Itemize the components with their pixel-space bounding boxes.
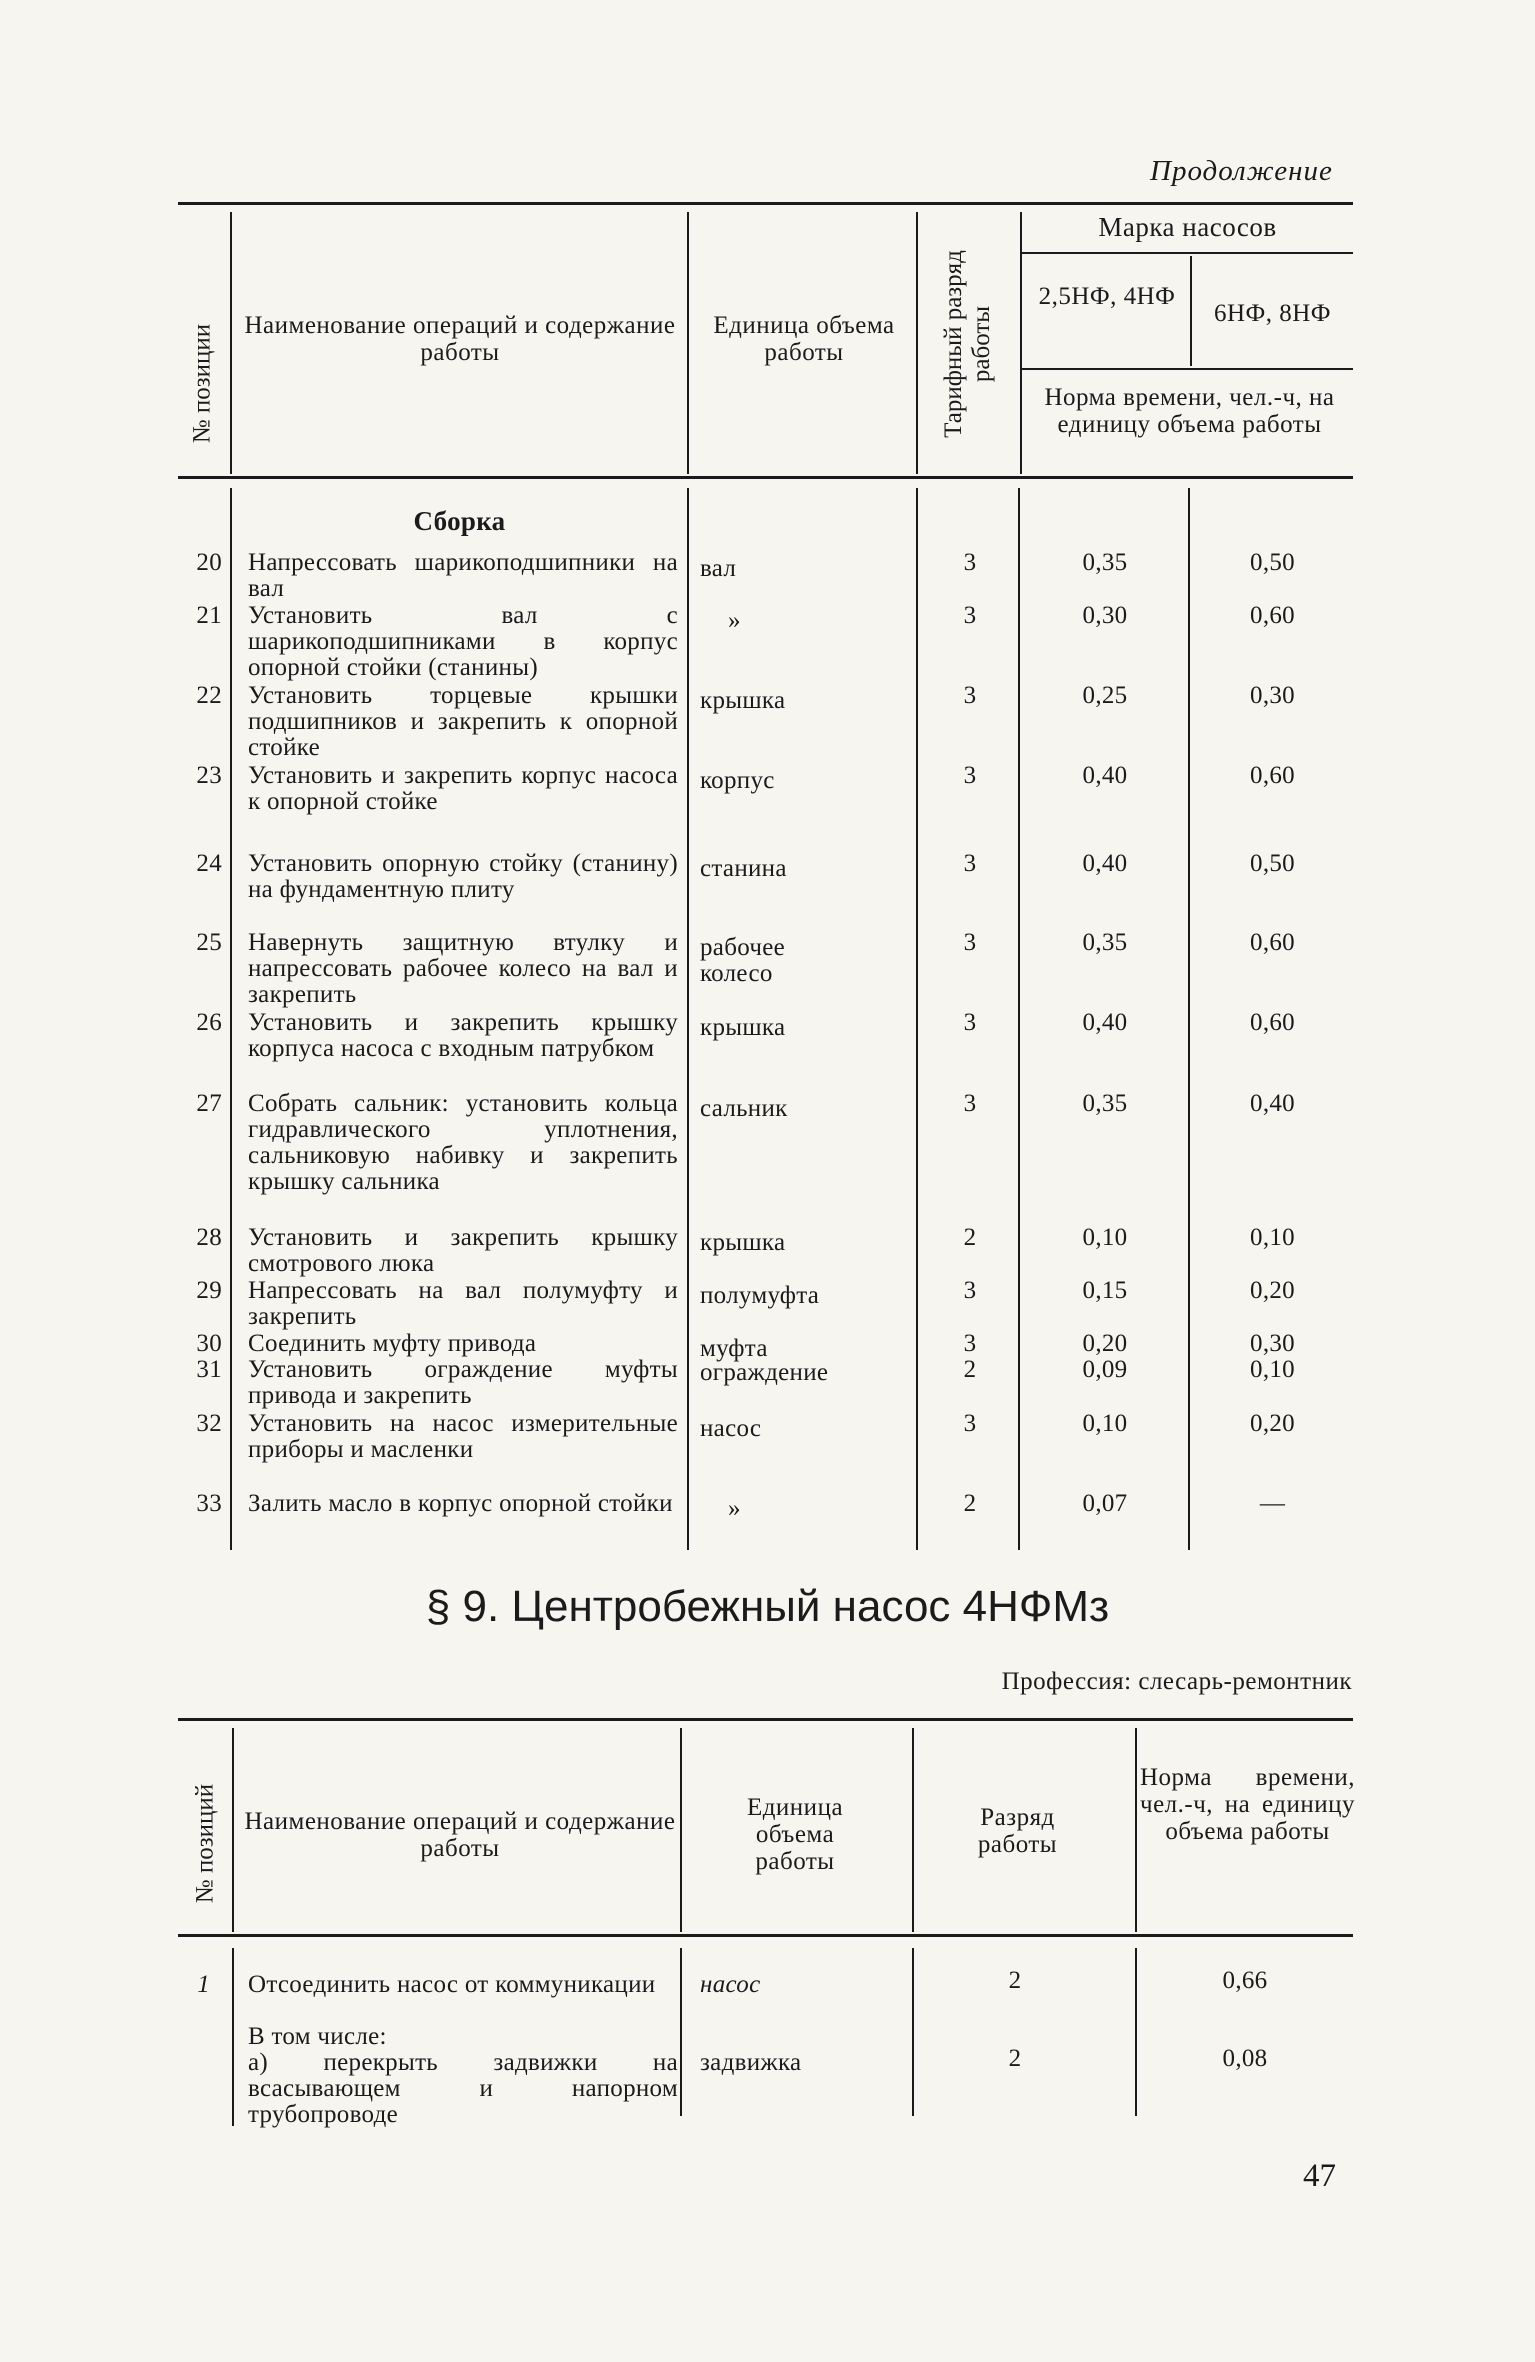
table-1-vrule — [1018, 488, 1020, 1550]
row-norm-b: 0,10 — [1250, 1224, 1295, 1251]
table-1-vrule — [1020, 212, 1022, 474]
header2-pos: № позиций — [191, 1783, 219, 1904]
row-unit: крышка — [700, 687, 786, 714]
row-norm-a: 0,35 — [1082, 929, 1128, 956]
row-norm-a: 0,07 — [1082, 1490, 1128, 1517]
row-norm-b: 0,10 — [1250, 1356, 1295, 1383]
row-name: Установить вал с шарикоподшипниками в корпус опорной стойки (станины) — [248, 602, 678, 681]
row-norm-a: 0,40 — [1082, 762, 1128, 789]
row-grade: 3 — [963, 1277, 977, 1304]
row-norm-b: 0,30 — [1250, 1330, 1295, 1357]
row-number: 30 — [196, 1330, 222, 1357]
row-grade: 2 — [963, 1356, 977, 1383]
row-norm-a: 0,10 — [1082, 1224, 1128, 1251]
row-name: Установить опорную стойку (станину) на фундаментную плиту — [248, 850, 678, 903]
row-name: Напрессовать на вал полумуфту и закрепить — [248, 1277, 678, 1330]
row-norm-b: 0,60 — [1250, 762, 1295, 789]
row-grade: 3 — [963, 850, 977, 877]
table-1-vrule — [916, 488, 918, 1550]
row-name: В том числе: — [248, 2023, 387, 2050]
header-brand-a: 2,5НФ, 4НФ — [1038, 283, 1176, 310]
row-number: 32 — [196, 1410, 222, 1437]
row-grade: 3 — [963, 762, 977, 789]
row-grade: 3 — [963, 1009, 977, 1036]
row-name: Залить масло в корпус опорной стойки — [248, 1490, 673, 1517]
row-norm-a: 0,35 — [1082, 1090, 1128, 1117]
row-norm-b: 0,20 — [1250, 1277, 1295, 1304]
row-unit: корпус — [700, 767, 775, 794]
table-1-vrule — [687, 212, 689, 474]
table-2-vrule — [680, 1948, 682, 2116]
table-1-subheader-rule — [1022, 368, 1353, 370]
row-name: Установить и закрепить корпус насоса к опорной стойке — [248, 762, 678, 815]
row-name: Установить на насос измерительные приборы и масленки — [248, 1410, 678, 1463]
row-norm-b: 0,50 — [1250, 549, 1295, 576]
row-unit: ограждение — [700, 1359, 829, 1386]
row-norm-a: 0,10 — [1082, 1410, 1128, 1437]
header2-unit: Единица объема работы — [746, 1794, 844, 1875]
table-2-vrule — [1135, 1728, 1137, 1932]
row-grade: 3 — [963, 1330, 977, 1357]
row-norm-a: 0,35 — [1082, 549, 1128, 576]
row-norm-b: 0,60 — [1250, 929, 1295, 956]
row-grade: 2 — [1008, 1967, 1022, 1994]
row-name: Соединить муфту привода — [248, 1330, 537, 1357]
header-unit: Единица объема работы — [713, 312, 895, 366]
row-number: 31 — [196, 1356, 222, 1383]
table-1-vrule — [916, 212, 918, 474]
row-name: Собрать сальник: установить кольца гидравлического уплотнения, сальниковую набивку и закрепить крышку сальника — [248, 1090, 678, 1195]
header-brand: Марка насосов — [1098, 212, 1277, 242]
row-number: 1 — [197, 1971, 210, 1998]
row-norm-a: 0,25 — [1082, 682, 1128, 709]
row-number: 27 — [196, 1090, 222, 1117]
section-heading: Сборка — [413, 506, 506, 536]
header-norm: Норма времени, чел.-ч, на единицу объема работы — [1044, 384, 1335, 438]
row-name: Навернуть защитную втулку и напрессовать рабочее колесо на вал и закрепить — [248, 929, 678, 1008]
row-norm-a: 0,20 — [1082, 1330, 1128, 1357]
table-1-vrule — [1188, 488, 1190, 1550]
row-grade: 2 — [1008, 2045, 1022, 2072]
row-norm-a: 0,40 — [1082, 850, 1128, 877]
row-number: 21 — [196, 602, 222, 629]
row-unit: задвижка — [700, 2049, 802, 2076]
row-grade: 3 — [963, 682, 977, 709]
table-2-vrule — [232, 1948, 234, 2126]
row-norm-b: 0,60 — [1250, 1009, 1295, 1036]
row-unit: насос — [700, 1971, 761, 1998]
header2-norm: Норма времени, чел.-ч, на единицу объема работы — [1140, 1764, 1355, 1845]
profession-label: Профессия: слесарь-ремонтник — [1001, 1668, 1352, 1695]
row-unit: рабочее колесо — [700, 934, 786, 987]
row-grade: 3 — [963, 1090, 977, 1117]
table-2-vrule — [680, 1728, 682, 1932]
table-2-vrule — [1135, 1948, 1137, 2116]
row-unit: сальник — [700, 1095, 788, 1122]
row-norm: 0,08 — [1222, 2045, 1268, 2072]
table-2-vrule — [232, 1728, 234, 1932]
row-unit: крышка — [700, 1229, 786, 1256]
row-grade: 2 — [963, 1224, 977, 1251]
table-1-vrule — [230, 212, 232, 474]
row-number: 24 — [196, 850, 222, 877]
header2-grade: Разряд работы — [977, 1804, 1058, 1858]
header-grade: Тарифный разряд работы — [940, 250, 995, 438]
row-norm-b: 0,20 — [1250, 1410, 1295, 1437]
row-norm-b: 0,60 — [1250, 602, 1295, 629]
row-unit: » — [728, 607, 741, 634]
row-norm-a: 0,30 — [1082, 602, 1128, 629]
row-grade: 3 — [963, 549, 977, 576]
row-norm: 0,66 — [1222, 1967, 1268, 1994]
table-2-vrule — [912, 1728, 914, 1932]
table-2-header-bottom-rule — [178, 1934, 1353, 1937]
row-name: Установить ограждение муфты привода и закрепить — [248, 1356, 678, 1409]
table-1-vrule — [230, 488, 232, 1550]
table-1-vrule — [687, 488, 689, 1550]
row-unit: насос — [700, 1415, 762, 1442]
row-name: Отсоединить насос от коммуникации — [248, 1971, 656, 1998]
row-name: а) перекрыть задвижки на всасывающем и напорном трубопроводе — [248, 2049, 678, 2128]
row-norm-a: 0,15 — [1082, 1277, 1128, 1304]
page-number: 47 — [1303, 2158, 1336, 2194]
row-norm-b: 0,50 — [1250, 850, 1295, 877]
row-unit: крышка — [700, 1014, 786, 1041]
row-number: 33 — [196, 1490, 222, 1517]
row-grade: 3 — [963, 1410, 977, 1437]
row-norm-b: 0,40 — [1250, 1090, 1295, 1117]
table-2-vrule — [912, 1948, 914, 2116]
row-grade: 2 — [963, 1490, 977, 1517]
table-1-top-rule — [178, 202, 1353, 205]
row-name: Установить и закрепить крышку корпуса насоса с входным патрубком — [248, 1009, 678, 1062]
row-unit: полумуфта — [700, 1282, 820, 1309]
row-norm-a: 0,09 — [1082, 1356, 1128, 1383]
header-brand-b: 6НФ, 8НФ — [1213, 300, 1332, 327]
continuation-label: Продолжение — [1150, 155, 1333, 187]
row-unit: » — [728, 1495, 741, 1522]
row-norm-b: 0,30 — [1250, 682, 1295, 709]
row-number: 25 — [196, 929, 222, 956]
row-number: 23 — [196, 762, 222, 789]
row-norm-b: — — [1259, 1490, 1286, 1517]
row-number: 20 — [196, 549, 222, 576]
row-unit: вал — [700, 555, 737, 582]
header-pos: № позиции — [188, 323, 216, 444]
row-grade: 3 — [963, 929, 977, 956]
row-norm-a: 0,40 — [1082, 1009, 1128, 1036]
row-name: Установить торцевые крышки подшипников и закрепить к опорной стойке — [248, 682, 678, 761]
table-1-header-bottom-rule — [178, 476, 1353, 479]
header2-name: Наименование операций и содержание работы — [244, 1808, 676, 1862]
table-1-brand-rule — [1022, 252, 1353, 254]
row-number: 29 — [196, 1277, 222, 1304]
row-name: Напрессовать шарикоподшипники на вал — [248, 549, 678, 602]
row-number: 28 — [196, 1224, 222, 1251]
row-number: 26 — [196, 1009, 222, 1036]
header-name: Наименование операций и содержание работы — [244, 312, 676, 366]
section-title: § 9. Центробежный насос 4НФМз — [425, 1582, 1110, 1631]
row-unit: станина — [700, 855, 787, 882]
row-unit: муфта — [700, 1335, 768, 1362]
row-number: 22 — [196, 682, 222, 709]
row-grade: 3 — [963, 602, 977, 629]
table-2-top-rule — [178, 1718, 1353, 1721]
row-name: Установить и закрепить крышку смотрового люка — [248, 1224, 678, 1277]
